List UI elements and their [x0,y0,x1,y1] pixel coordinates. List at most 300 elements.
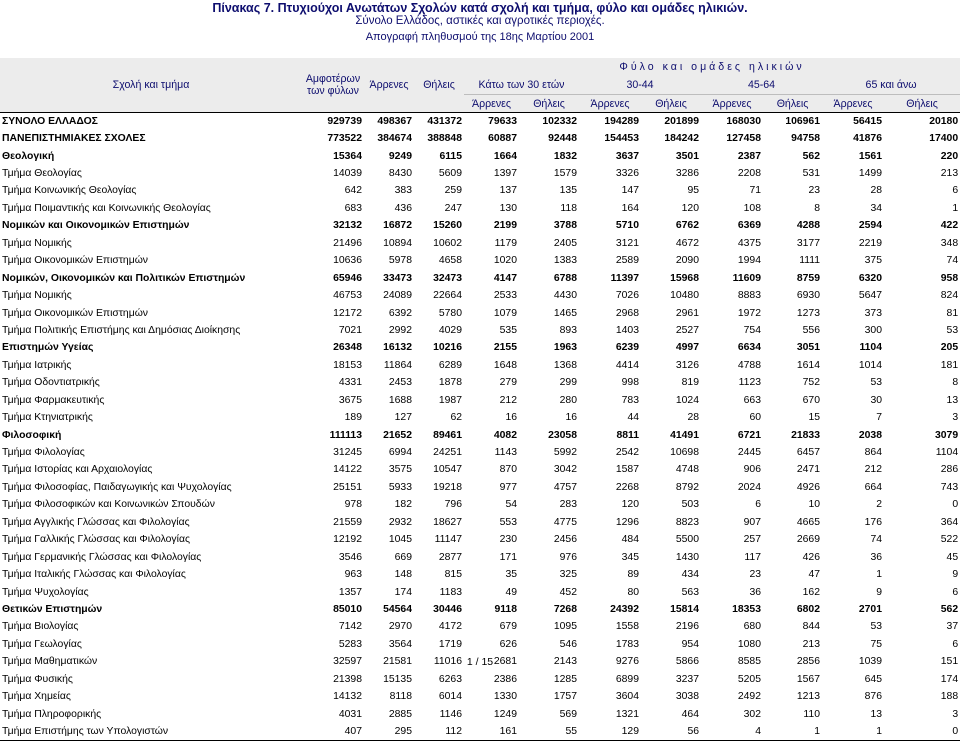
cell-value: 16 [565,412,577,424]
cell-value: 5992 [553,447,577,459]
cell-value: 137 [499,185,517,197]
cell-value: 978 [344,499,362,511]
cell-value: 2968 [615,307,639,319]
cell-value: 10698 [670,447,699,459]
cell-value: 4 [701,723,763,740]
cell-value: 18353 [732,603,761,615]
cell-value: 824 [940,290,959,302]
cell-value: 4082 [493,429,517,441]
cell-value: 6788 [553,272,577,284]
cell-value: 3326 [615,168,639,180]
row-label: Τμήμα Γερμανικής Γλώσσας και Φιλολογίας [2,551,202,563]
cell-value: 130 [499,202,517,214]
cell-value: 13 [946,394,959,406]
cell-value: 9 [876,586,882,598]
table-row [0,566,960,583]
title-line-1: Πίνακας 7. Πτυχιούχοι Ανωτάτων Σχολών κατά σχολή και τμήμα, φύλο και ομάδες ηλικιών. [212,1,748,15]
cell-value: 2038 [858,429,882,441]
row-label: Τμήμα Επιστήμης των Υπολογιστών [0,723,302,740]
cell-value: 53 [870,377,882,389]
row-label: Τμήμα Κοινωνικής Θεολογίας [2,185,137,197]
cell-value: 117 [744,551,761,563]
sex-subheader: Άρρενες [833,97,873,110]
cell-value: 1648 [493,359,517,371]
cell-value: 4788 [737,359,761,371]
cell-value: 754 [743,324,761,336]
cell-value: 32597 [333,656,362,668]
cell-value: 1179 [494,237,517,249]
cell-value: 74 [870,534,882,546]
cell-value: 80 [627,586,639,598]
table-row [0,671,960,688]
cell-value: 8585 [737,656,761,668]
col-header-both-sexes-l2: των φύλων [307,85,359,97]
cell-value: 108 [743,202,761,214]
cell-value: 205 [940,342,959,354]
cell-value: 286 [940,464,959,476]
cell-value: 2453 [388,377,412,389]
cell-value: 1403 [615,324,639,336]
cell-value: 2492 [737,691,761,703]
cell-value: 247 [444,202,462,214]
table-row [0,723,960,740]
cell-value: 12192 [333,534,362,546]
cell-value: 8 [952,377,959,389]
cell-value: 2992 [388,324,412,336]
cell-value: 3637 [615,150,639,162]
table-row [0,252,960,269]
cell-value: 1465 [553,307,577,319]
cell-value: 7 [876,412,882,424]
cell-value: 28 [687,412,699,424]
cell-value: 2669 [796,534,820,546]
row-label: Τμήμα Φιλοσοφικών και Κοινωνικών Σπουδών [2,499,215,511]
cell-value: 876 [864,691,882,703]
cell-value: 1213 [796,691,820,703]
cell-value: 1273 [796,307,820,319]
row-label: Τμήμα Νομικής [2,237,72,249]
cell-value: 2932 [388,516,412,528]
cell-value: 8792 [675,481,699,493]
cell-value: 2856 [796,656,820,668]
cell-value: 1020 [493,255,517,267]
sex-subheader: Άρρενες [472,97,511,110]
cell-value: 6239 [615,342,639,354]
cell-value: 19218 [433,481,462,493]
cell-value: 743 [940,481,959,493]
cell-value: 7021 [338,324,362,336]
cell-value: 819 [681,377,699,389]
cell-value: 1 [876,569,882,581]
cell-value: 4375 [737,237,761,249]
cell-value: 407 [302,723,364,740]
cell-value: 3604 [615,691,639,703]
cell-value: 1 [763,723,822,740]
cell-value: 21833 [791,429,820,441]
cell-value: 3546 [338,551,362,563]
cell-value: 977 [499,481,517,493]
cell-value: 2024 [737,481,761,493]
cell-value: 148 [394,569,412,581]
col-header-males: Άρρενες [369,79,409,91]
row-label: Τμήμα Θεολογίας [2,168,82,180]
cell-value: 14132 [333,691,362,703]
cell-value: 118 [560,202,577,214]
table-row [0,165,960,182]
cell-value: 23 [749,569,761,581]
cell-value: 1 [822,723,884,740]
cell-value: 32132 [333,220,362,232]
cell-value: 11147 [434,534,462,546]
table-header [0,58,960,113]
cell-value: 1357 [338,586,362,598]
table-row [0,496,960,513]
row-label: Τμήμα Ιστορίας και Αρχαιολογίας [2,464,153,476]
cell-value: 1664 [493,150,517,162]
cell-value: 6320 [858,272,882,284]
cell-value: 21559 [333,516,362,528]
cell-value: 3079 [934,429,959,441]
cell-value: 5609 [438,168,462,180]
cell-value: 89461 [433,429,462,441]
cell-value: 431372 [414,113,464,130]
cell-value: 89 [627,569,639,581]
row-label: Νομικών και Οικονομικών Επιστημών [2,220,190,232]
cell-value: 384674 [377,133,412,145]
cell-value: 388848 [427,133,462,145]
cell-value: 188 [940,691,959,703]
cell-value: 680 [743,621,761,633]
cell-value: 6263 [438,673,462,685]
cell-value: 1561 [858,150,882,162]
cell-value: 2387 [737,150,761,162]
cell-value: 162 [802,586,820,598]
row-label: Τμήμα Γεωλογίας [2,638,82,650]
cell-value: 679 [499,621,517,633]
cell-value: 2961 [675,307,699,319]
sex-subheader: Άρρενες [712,97,752,110]
cell-value: 7142 [338,621,362,633]
cell-value: 230 [499,534,517,546]
cell-value: 383 [394,185,412,197]
row-label: Επιστημών Υγείας [2,342,94,354]
row-label: Τμήμα Φιλολογίας [2,447,85,459]
cell-value: 53 [946,324,959,336]
cell-value: 9249 [388,150,412,162]
cell-value: 562 [940,603,959,615]
cell-value: 15364 [333,150,362,162]
row-label: Τμήμα Χημείας [2,691,71,703]
cell-value: 154453 [604,133,639,145]
row-label: Τμήμα Νομικής [2,290,72,302]
cell-value: 556 [802,324,820,336]
cell-value: 79633 [464,113,519,130]
cell-value: 1249 [493,708,517,720]
cell-value: 375 [864,255,882,267]
row-label: Τμήμα Πληροφορικής [2,708,102,720]
cell-value: 3675 [338,394,362,406]
cell-value: 135 [559,185,577,197]
col-header-school: Σχολή και τμήμα [112,79,190,91]
cell-value: 976 [559,551,577,563]
cell-value: 212 [864,464,882,476]
cell-value: 8811 [616,429,639,441]
cell-value: 220 [940,150,959,162]
cell-value: 1111 [799,255,820,267]
cell-value: 8430 [388,168,412,180]
cell-value: 569 [559,708,577,720]
cell-value: 129 [579,723,641,740]
cell-value: 10547 [433,464,462,476]
cell-value: 3177 [796,237,820,249]
table-row [0,357,960,374]
cell-value: 11397 [610,272,639,284]
cell-value: 815 [444,569,462,581]
cell-value: 364 [940,516,959,528]
cell-value: 6802 [796,603,820,615]
cell-value: 5283 [338,638,362,650]
cell-value: 295 [364,723,414,740]
cell-value: 213 [940,168,959,180]
cell-value: 53 [870,621,882,633]
cell-value: 1285 [553,673,577,685]
cell-value: 498367 [364,113,414,130]
cell-value: 484 [621,534,639,546]
sex-subheader: Θήλεις [906,97,938,110]
cell-value: 21652 [383,429,412,441]
cell-value: 147 [621,185,639,197]
cell-value: 4172 [438,621,462,633]
title-line-2: Σύνολο Ελλάδος, αστικές και αγροτικές περιοχές. [355,15,605,27]
cell-value: 36 [870,551,882,563]
cell-value: 4757 [553,481,577,493]
col-header-females: Θήλεις [423,79,455,91]
cell-value: 2533 [493,290,517,302]
cell-value: 9 [952,569,959,581]
cell-value: 1183 [439,586,462,598]
cell-value: 3038 [675,691,699,703]
cell-value: 6994 [388,447,412,459]
cell-value: 1567 [796,673,820,685]
cell-value: 5500 [675,534,699,546]
row-label: Φιλοσοφική [2,429,62,441]
cell-value: 422 [940,220,959,232]
cell-value: 30446 [433,603,462,615]
cell-value: 30 [870,394,882,406]
cell-value: 111113 [329,429,362,441]
table-row [0,444,960,461]
cell-value: 33473 [383,272,412,284]
cell-value: 1832 [553,150,577,162]
table-row [0,705,960,722]
cell-value: 683 [344,202,362,214]
cell-value: 844 [802,621,820,633]
cell-value: 15968 [670,272,699,284]
cell-value: 1 [952,202,959,214]
table-row [0,531,960,548]
cell-value: 1987 [438,394,462,406]
table-row [0,618,960,635]
cell-value: 31245 [333,447,362,459]
cell-value: 28 [870,185,882,197]
cell-value: 7026 [615,290,639,302]
cell-value: 4031 [338,708,362,720]
cell-value: 426 [802,551,820,563]
cell-value: 3042 [553,464,577,476]
cell-value: 13 [870,708,882,720]
cell-value: 35 [505,569,517,581]
cell-value: 3237 [675,673,699,685]
cell-value: 6392 [388,307,412,319]
cell-value: 17400 [929,133,959,145]
cell-value: 6899 [615,673,639,685]
row-label: Τμήμα Ποιμαντικής και Κοινωνικής Θεολογίας [2,202,211,214]
cell-value: 102332 [519,113,579,130]
cell-value: 2155 [493,342,517,354]
cell-value: 24392 [610,603,639,615]
cell-value: 151 [940,656,959,668]
cell-value: 1104 [859,342,882,354]
cell-value: 893 [559,324,577,336]
cell-value: 3286 [675,168,699,180]
page-number: 1 / 15 [466,656,494,668]
cell-value: 1296 [615,516,639,528]
cell-value: 664 [864,481,882,493]
cell-value: 929739 [302,113,364,130]
cell-value: 11864 [383,359,412,371]
cell-value: 12172 [333,307,362,319]
cell-value: 452 [559,586,577,598]
cell-value: 553 [499,516,517,528]
cell-value: 8759 [796,272,820,284]
cell-value: 1757 [553,691,577,703]
cell-value: 1104 [935,447,959,459]
cell-value: 6 [952,185,959,197]
cell-value: 4331 [338,377,362,389]
cell-value: 74 [946,255,959,267]
cell-value: 46753 [333,290,362,302]
cell-value: 522 [940,534,959,546]
cell-value: 49 [505,586,517,598]
table-row [0,182,960,199]
cell-value: 958 [940,272,959,284]
cell-value: 1972 [737,307,761,319]
table-row [0,269,960,286]
cell-value: 1079 [493,307,517,319]
cell-value: 7268 [553,603,577,615]
cell-value: 642 [344,185,362,197]
age-group-header: Κάτω των 30 ετών [464,75,579,95]
cell-value: 4430 [553,290,577,302]
cell-value: 5647 [858,290,882,302]
cell-value: 3121 [615,237,639,249]
age-group-header: 65 και άνω [822,75,960,95]
cell-value: 2090 [675,255,699,267]
row-label: Τμήμα Πολιτικής Επιστήμης και Δημόσιας Διοίκησης [2,324,241,336]
cell-value: 62 [450,412,462,424]
cell-value: 434 [681,569,699,581]
cell-value: 110 [803,708,820,720]
cell-value: 8823 [675,516,699,528]
cell-value: 1430 [675,551,699,563]
cell-value: 279 [499,377,517,389]
cell-value: 15135 [383,673,412,685]
cell-value: 2471 [796,464,820,476]
cell-value: 906 [743,464,761,476]
cell-value: 1688 [388,394,412,406]
cell-value: 954 [681,638,699,650]
cell-value: 6014 [438,691,462,703]
row-label: Τμήμα Ιταλικής Γλώσσας και Φιλολογίας [2,569,186,581]
row-label: ΣΥΝΟΛΟ ΕΛΛΑΔΟΣ [0,113,302,130]
row-label: Τμήμα Οδοντιατρικής [2,377,100,389]
cell-value: 10636 [333,255,362,267]
cell-value: 963 [344,569,362,581]
cell-value: 2885 [388,708,412,720]
cell-value: 535 [499,324,517,336]
cell-value: 1587 [615,464,639,476]
cell-value: 1579 [553,168,577,180]
cell-value: 2386 [493,673,517,685]
cell-value: 6457 [796,447,820,459]
cell-value: 6289 [438,359,462,371]
cell-value: 4775 [553,516,577,528]
cell-value: 23058 [548,429,577,441]
cell-value: 14039 [333,168,362,180]
cell-value: 5780 [438,307,462,319]
cell-value: 213 [802,638,820,650]
cell-value: 1143 [494,447,517,459]
cell-value: 71 [749,185,761,197]
cell-value: 663 [743,394,761,406]
cell-value: 3575 [388,464,412,476]
cell-value: 4414 [615,359,639,371]
cell-value: 3051 [796,342,820,354]
cell-value: 45 [946,551,959,563]
cell-value: 345 [621,551,639,563]
row-label: Τμήμα Ψυχολογίας [2,586,89,598]
cell-value: 1330 [493,691,517,703]
cell-value: 6369 [737,220,761,232]
cell-value: 41491 [670,429,699,441]
cell-value: 174 [940,673,959,685]
col-header-both-sexes [302,58,364,113]
cell-value: 4997 [675,342,699,354]
cell-value: 8118 [389,691,412,703]
cell-value: 60 [749,412,761,424]
cell-value: 181 [940,359,959,371]
cell-value: 1045 [388,534,412,546]
cell-value: 773522 [327,133,362,145]
cell-value: 95 [687,185,699,197]
cell-value: 436 [394,202,412,214]
cell-value: 16132 [383,342,412,354]
cell-value: 5205 [737,673,761,685]
row-label: Τμήμα Κτηνιατρικής [2,412,93,424]
title-line-3: Απογραφή πληθυσμού της 18ης Μαρτίου 2001 [365,31,595,43]
cell-value: 299 [559,377,577,389]
cell-value: 85010 [333,603,362,615]
table-row [0,514,960,531]
sex-subheader: Θήλεις [655,97,687,110]
cell-value: 3501 [675,150,699,162]
row-label: Τμήμα Αγγλικής Γλώσσας και Φιλολογίας [2,516,190,528]
table-row [0,130,960,147]
cell-value: 21581 [383,656,412,668]
cell-value: 6 [952,586,959,598]
cell-value: 6634 [737,342,761,354]
cell-value: 81 [946,307,959,319]
